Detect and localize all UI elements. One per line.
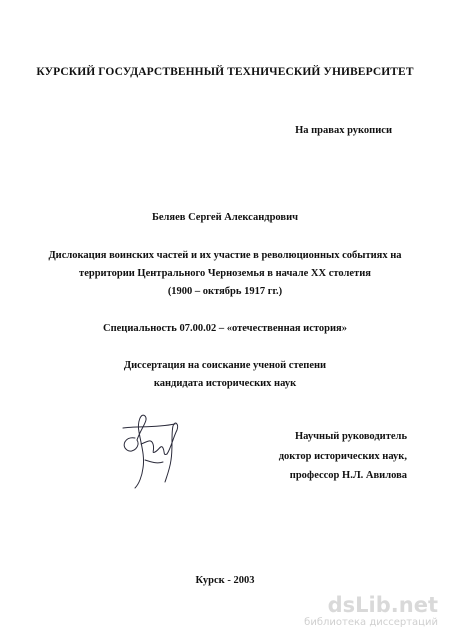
watermark: [304, 594, 438, 628]
university-name: КУРСКИЙ ГОСУДАРСТВЕННЫЙ ТЕХНИЧЕСКИЙ УНИВЕРСИТЕТ: [36, 66, 414, 78]
dissertation-title-line-1: Дислокация воинских частей и их участие в революционных событиях на: [48, 250, 402, 261]
watermark-logo: dsLib.net: [327, 593, 438, 617]
dissertation-title-line-2: территории Центрального Черноземья в начале XX столетия: [79, 268, 371, 279]
manuscript-rights-label: На правах рукописи: [295, 125, 392, 136]
degree-line-2: кандидата исторических наук: [153, 378, 297, 389]
handwritten-signature: [115, 398, 185, 493]
specialty-line: Специальность 07.00.02 – «отечественная история»: [103, 323, 347, 334]
supervisor-role: Научный руководитель: [295, 431, 407, 442]
degree-line-1: Диссертация на соискание ученой степени: [123, 360, 327, 371]
city-year: Курск - 2003: [195, 575, 255, 586]
supervisor-degree: доктор исторических наук,: [278, 451, 407, 462]
supervisor-name: профессор Н.Л. Авилова: [289, 470, 407, 481]
dissertation-title-line-3: (1900 – октябрь 1917 гг.): [167, 286, 283, 297]
author-name: Беляев Сергей Александрович: [151, 212, 299, 223]
watermark-subtitle: библиотека диссертаций: [304, 617, 438, 628]
